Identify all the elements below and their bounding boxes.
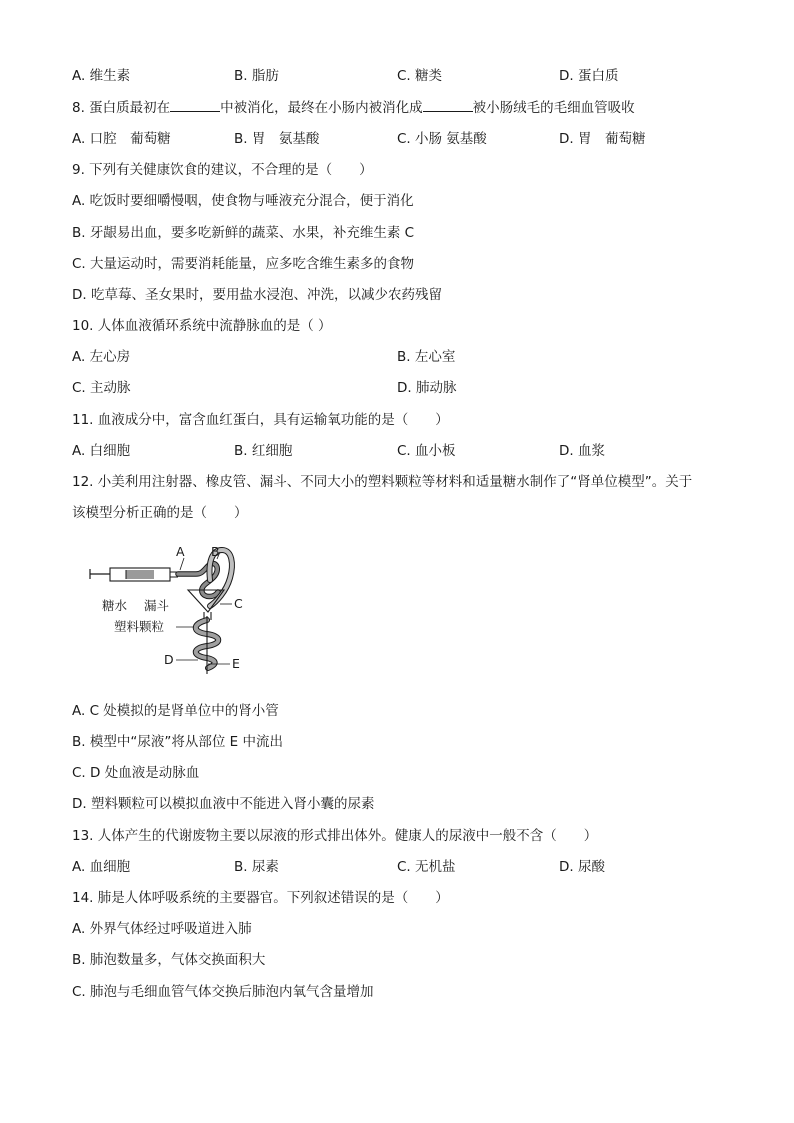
figure-label-b: B — [211, 544, 220, 559]
q7-option-b: B. 脂肪 — [234, 68, 279, 84]
q13-option-c: C. 无机盐 — [397, 859, 456, 875]
q9-option-b: B. 牙龈易出血，要多吃新鲜的蔬菜、水果，补充维生素 C — [72, 225, 415, 241]
q11-stem: 11. 血液成分中，富含血红蛋白，具有运输氧功能的是（ ） — [72, 412, 449, 428]
q9-option-a: A. 吃饭时要细嚼慢咽，使食物与唾液充分混合，便于消化 — [72, 193, 414, 209]
q7-option-a: A. 维生素 — [72, 68, 131, 84]
q8-blank-1 — [170, 99, 220, 112]
q8-option-c: C. 小肠 氨基酸 — [397, 131, 487, 147]
q10-option-d: D. 肺动脉 — [397, 380, 457, 396]
q9-option-c: C. 大量运动时，需要消耗能量，应多吃含维生素多的食物 — [72, 256, 415, 272]
q9-stem: 9. 下列有关健康饮食的建议，不合理的是（ ） — [72, 162, 373, 178]
q11-option-c: C. 血小板 — [397, 443, 456, 459]
q8-option-d: D. 胃 葡萄糖 — [559, 131, 646, 147]
q8-stem — [72, 99, 635, 117]
q8-options — [0, 130, 794, 148]
figure-label-particles: 塑料颗粒 — [114, 619, 165, 634]
q12-option-d: D. 塑料颗粒可以模拟血液中不能进入肾小囊的尿素 — [72, 796, 375, 812]
syringe — [90, 568, 178, 581]
q13-option-b: B. 尿素 — [234, 859, 279, 875]
q10-option-b: B. 左心室 — [397, 349, 456, 365]
q8-stem-part2: 中被消化，最终在小肠内被消化成 — [220, 100, 423, 116]
q13-option-a: A. 血细胞 — [72, 859, 131, 875]
figure-label-e: E — [232, 656, 240, 671]
q14-option-a: A. 外界气体经过呼吸道进入肺 — [72, 921, 252, 937]
q11-options — [0, 442, 794, 460]
figure-label-funnel: 漏斗 — [144, 598, 170, 613]
q8-stem-part3: 被小肠绒毛的毛细血管吸收 — [472, 100, 635, 116]
q13-stem: 13. 人体产生的代谢废物主要以尿液的形式排出体外。健康人的尿液中一般不含（ ） — [72, 828, 598, 844]
q11-option-d: D. 血浆 — [559, 443, 605, 459]
q9-option-d: D. 吃草莓、圣女果时，要用盐水浸泡、冲洗，以减少农药残留 — [72, 287, 442, 303]
q12-option-a: A. C 处模拟的是肾单位中的肾小管 — [72, 703, 279, 719]
q8-option-b: B. 胃 氨基酸 — [234, 131, 320, 147]
q12-stem-line2: 该模型分析正确的是（ ） — [72, 505, 248, 521]
q11-option-a: A. 白细胞 — [72, 443, 131, 459]
q10-options-row1 — [0, 348, 794, 366]
q7-option-c: C. 糖类 — [397, 68, 443, 84]
q10-stem: 10. 人体血液循环系统中流静脉血的是（ ） — [72, 318, 332, 334]
q11-option-b: B. 红细胞 — [234, 443, 293, 459]
figure-label-sugar-water: 糖水 — [102, 598, 128, 613]
q8-option-a: A. 口腔 葡萄糖 — [72, 131, 171, 147]
kidney-model-figure — [84, 540, 274, 674]
q10-option-a: A. 左心房 — [72, 349, 131, 365]
leader-a — [180, 558, 184, 570]
q12-option-b: B. 模型中“尿液”将从部位 E 中流出 — [72, 734, 283, 750]
figure-label-a: A — [176, 544, 185, 559]
figure-label-c: C — [234, 596, 243, 611]
q7-option-d: D. 蛋白质 — [559, 68, 619, 84]
q13-options — [0, 858, 794, 876]
q14-option-c: C. 肺泡与毛细血管气体交换后肺泡内氧气含量增加 — [72, 984, 374, 1000]
q8-blank-2 — [423, 99, 473, 112]
q12-option-c: C. D 处血液是动脉血 — [72, 765, 200, 781]
figure-label-d: D — [164, 652, 174, 667]
q7-options — [0, 67, 794, 85]
spiral-tube — [196, 616, 219, 674]
q14-stem: 14. 肺是人体呼吸系统的主要器官。下列叙述错误的是（ ） — [72, 890, 449, 906]
q8-stem-part1: 8. 蛋白质最初在 — [72, 100, 171, 116]
q10-option-c: C. 主动脉 — [72, 380, 131, 396]
q12-stem-line1: 12. 小美利用注射器、橡皮管、漏斗、不同大小的塑料颗粒等材料和适量糖水制作了“肾单位模型”。关于 — [72, 474, 693, 490]
q14-option-b: B. 肺泡数量多，气体交换面积大 — [72, 952, 266, 968]
q13-option-d: D. 尿酸 — [559, 859, 605, 875]
q10-options-row2 — [0, 379, 794, 397]
